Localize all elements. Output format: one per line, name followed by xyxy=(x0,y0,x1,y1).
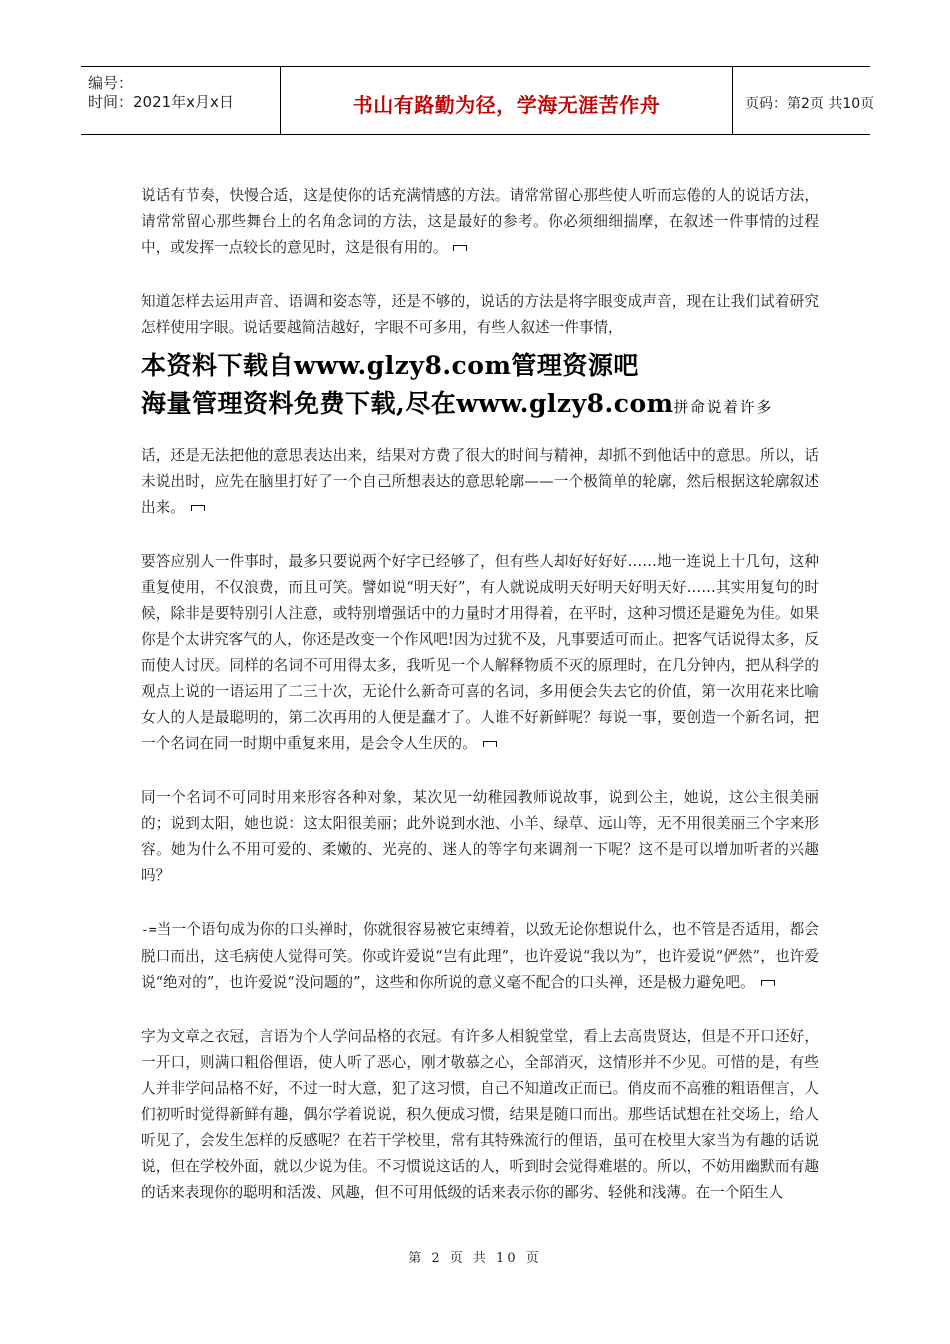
header-motto: 书山有路勤为径，学海无涯苦作舟 xyxy=(352,93,661,117)
paragraph-lead-mark: -= xyxy=(141,923,157,938)
paragraph xyxy=(141,1024,819,1206)
paragraph xyxy=(141,785,819,889)
ad-tail-text: 拼命说着许多 xyxy=(673,399,774,416)
paragraph xyxy=(141,443,819,521)
paragraph-text: 同一个名词不可同时用来形容各种对象，某次见一幼稚园教师说故事，说到公主，她说，这公主很美丽的；说到太阳，她也说：这太阳很美丽；此外说到水池、小羊、绿草、远山等，无不用很美丽三个字来形容。她为什么不用可爱的、柔嫩的、光亮的、迷人的等字句来调剂一下呢？这不是可以增加听者的兴趣吗？ xyxy=(141,789,819,884)
paragraph-text: 话，还是无法把他的意思表达出来，结果对方费了很大的时间与精神，却抓不到他话中的意思。所以，话未说出时，应先在脑里打好了一个自己所想表达的意思轮廓——一个极简单的轮廓，然后根据这轮廓叙述出来。 xyxy=(141,447,819,516)
document-number-label: 编号： xyxy=(88,74,134,92)
document-date-label: 时间：2021年x月x日 xyxy=(88,93,234,111)
paragraph-text: 当一个语句成为你的口头禅时，你就很容易被它束缚着，以致无论你想说什么，也不管是否适用，都会脱口而出，这毛病使人觉得可笑。你或许爱说“岂有此理”，也许爱说“我以为”，也许爱说“俨然”，也许爱说“绝对的”，也许爱说“没问题的”，这些和你所说的意义毫不配合的口头禅，还是极力避免吧。 xyxy=(141,921,819,991)
ad-line-2 xyxy=(141,385,819,427)
paragraph-end-mark-icon xyxy=(453,245,467,251)
paragraph xyxy=(141,917,819,996)
paragraph xyxy=(141,549,819,757)
header-motto-cell xyxy=(281,67,733,134)
paragraph-text: 知道怎样去运用声音、语调和姿态等，还是不够的，说话的方法是将字眼变成声音，现在让我们试着研究怎样使用字眼。说话要越简洁越好，字眼不可多用，有些人叙述一件事情， xyxy=(141,293,819,336)
page-footer: 第 2 页 共 10 页 xyxy=(408,1251,542,1266)
ad-line-2-text: 海量管理资料免费下载,尽在www.glzy8.com xyxy=(141,389,674,418)
document-body xyxy=(141,183,819,1234)
header-page-cell xyxy=(733,67,875,134)
download-ad-banner xyxy=(141,347,819,427)
header-meta-cell xyxy=(81,67,281,134)
document-header xyxy=(81,66,875,135)
paragraph-text: 字为文章之衣冠，言语为个人学问品格的衣冠。有许多人相貌堂堂，看上去高贵贤达，但是不开口还好，一开口，则满口粗俗俚语，使人听了恶心，刚才敬慕之心，全部消灭，这情形并不少见。可惜的是，有些人并非学问品格不好，不过一时大意，犯了这习惯，自己不知道改正而已。俏皮而不高雅的粗语俚言，人们初听时觉得新鲜有趣，偶尔学着说说，积久便成习惯，结果是随口而出。那些话试想在社交场上，给人听见了，会发生怎样的反感呢？在若干学校里，常有其特殊流行的俚语，虽可在校里大家当为有趣的话说说，但在学校外面，就以少说为佳。不习惯说这话的人，听到时会觉得难堪的。所以，不妨用幽默而有趣的话来表现你的聪明和活泼、风趣，但不可用低级的话来表示你的鄙劣、轻佻和浅薄。在一个陌生人 xyxy=(141,1028,819,1201)
ad-line-1: 本资料下载自www.glzy8.com管理资源吧 xyxy=(141,351,639,380)
header-page-info: 页码：第2页 共10页 xyxy=(745,96,875,112)
paragraph-end-mark-icon xyxy=(191,505,205,511)
paragraph xyxy=(141,183,819,261)
paragraph-end-mark-icon xyxy=(761,980,775,986)
paragraph-text: 说话有节奏，快慢合适，这是使你的话充满情感的方法。请常常留心那些使人听而忘倦的人的说话方法，请常常留心那些舞台上的名角念词的方法，这是最好的参考。你必须细细揣摩，在叙述一件事情的过程中，或发挥一点较长的意见时，这是很有用的。 xyxy=(141,187,819,256)
paragraph-end-mark-icon xyxy=(483,741,497,747)
paragraph-text: 要答应别人一件事时，最多只要说两个好字已经够了，但有些人却好好好好……地一连说上十几句，这种重复使用，不仅浪费，而且可笑。譬如说“明天好”，有人就说成明天好明天好明天好……其实用复句的时候，除非是要特别引人注意，或特别增强话中的力量时才用得着，在平时，这种习惯还是避免为佳。如果你是个太讲究客气的人，你还是改变一个作风吧!因为过犹不及，凡事要适可而止。把客气话说得太多，反而使人讨厌。同样的名词不可用得太多，我听见一个人解释物质不灭的原理时，在几分钟内，把从科学的观点上说的一语运用了二三十次，无论什么新奇可喜的名词，多用便会失去它的价值，第一次用花来比喻女人的人是最聪明的，第二次再用的人便是蠢才了。人谁不好新鲜呢？每说一事，要创造一个新名词，把一个名词在同一时期中重复来用，是会令人生厌的。 xyxy=(141,553,819,752)
paragraph xyxy=(141,289,819,341)
